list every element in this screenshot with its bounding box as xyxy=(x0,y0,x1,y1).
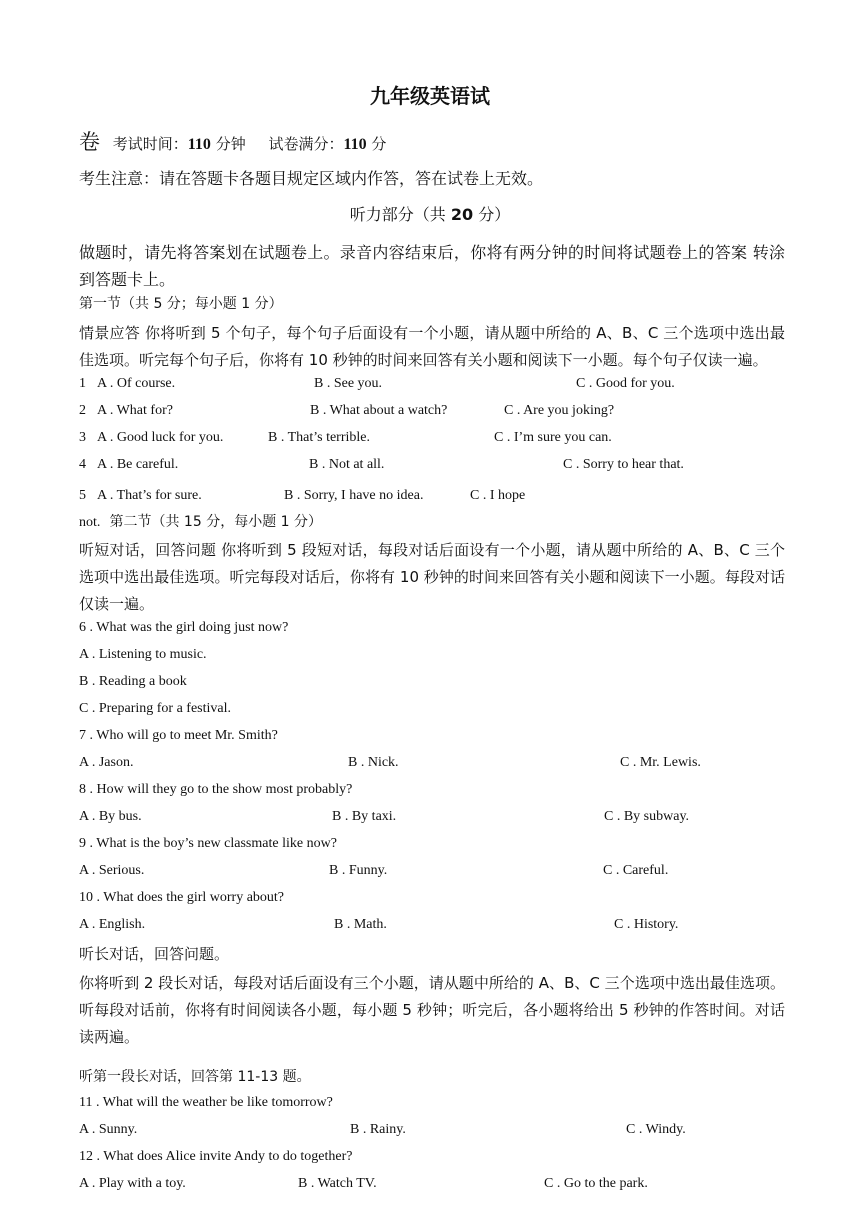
q10-option-b: B . Math. xyxy=(334,917,387,932)
q3-option-b: B . That’s terrible. xyxy=(268,430,370,445)
q2-number: 2 xyxy=(79,403,86,418)
listening-heading-pre: 听力部分（共 xyxy=(349,205,451,224)
q7-option-c: C . Mr. Lewis. xyxy=(620,755,701,770)
q12-option-b: B . Watch TV. xyxy=(298,1176,377,1191)
q3-number: 3 xyxy=(79,430,86,445)
q6-option-c: C . Preparing for a festival. xyxy=(79,701,232,716)
page-title: 九年级英语试 xyxy=(370,84,490,108)
exam-time-unit: 分钟 xyxy=(210,135,246,153)
q9-option-a: A . Serious. xyxy=(79,863,145,878)
listening-heading-post: 分） xyxy=(473,205,511,224)
q12-stem: 12 . What does Alice invite Andy to do together? xyxy=(79,1149,353,1164)
long-dialogue-sub-heading: 听第一段长对话，回答第 11-13 题。 xyxy=(79,1069,311,1085)
q4-option-a: A . Be careful. xyxy=(97,457,179,472)
wrap-line xyxy=(79,511,322,531)
q4-option-b: B . Not at all. xyxy=(309,457,385,472)
exam-time-label: 考试时间： xyxy=(112,135,188,153)
long-dialogue-instructions: 你将听到 2 段长对话，每段对话后面设有三个小题，请从题中所给的 A、B、C 三个选项中选出最佳选项。听每段对话前，你将有时间阅读各小题，每小题 5 秒钟；听完后，各小题将给出 5 秒钟的作答时间。对话读两遍。 xyxy=(79,974,785,1046)
q9-option-c: C . Careful. xyxy=(603,863,669,878)
exam-score-value: 110 xyxy=(343,136,367,153)
q8-stem: 8 . How will they go to the show most probably? xyxy=(79,782,353,797)
intro-paragraph: 做题时，请先将答案划在试题卷上。录音内容结束后，你将有两分钟的时间将试题卷上的答案 转涂到答题卡上。 xyxy=(79,243,785,289)
section1-heading: 第一节（共 5 分；每小题 1 分） xyxy=(79,296,283,312)
q11-option-b: B . Rainy. xyxy=(350,1122,406,1137)
q2-option-a: A . What for? xyxy=(97,403,173,418)
q6-stem: 6 . What was the girl doing just now? xyxy=(79,620,289,635)
q3-option-c: C . I’m sure you can. xyxy=(494,430,612,445)
q3-option-a: A . Good luck for you. xyxy=(97,430,224,445)
q5-option-a: A . That’s for sure. xyxy=(97,488,202,503)
exam-score-unit: 分 xyxy=(366,135,387,153)
exam-info-juan: 卷 xyxy=(79,130,100,154)
exam-info-line xyxy=(79,126,386,156)
q8-option-a: A . By bus. xyxy=(79,809,142,824)
q11-stem: 11 . What will the weather be like tomorrow? xyxy=(79,1095,333,1110)
q11-option-a: A . Sunny. xyxy=(79,1122,138,1137)
section2-instructions: 听短对话，回答问题 你将听到 5 段短对话，每段对话后面设有一个小题，请从题中所给的 A、B、C 三个 选项中选出最佳选项。听完每段对话后，你将有 10 秒钟的时间来回答有关小题和阅读下一小题。每段对话 仅读一遍。 xyxy=(79,541,785,613)
listening-heading-num: 20 xyxy=(450,205,474,224)
q1-number: 1 xyxy=(79,376,86,391)
section1-instructions: 情景应答 你将听到 5 个句子，每个句子后面设有一个小题，请从题中所给的 A、B、C 三个选项中选出最 佳选项。听完每个句子后，你将有 10 秒钟的时间来回答有关小题和阅读下一小题。每个句子仅读一遍。 xyxy=(79,324,785,369)
q1-option-a: A . Of course. xyxy=(97,376,176,391)
q8-option-c: C . By subway. xyxy=(604,809,690,824)
exam-score-label: 试卷满分： xyxy=(268,135,344,153)
exam-time-value: 110 xyxy=(187,136,211,153)
q5-number: 5 xyxy=(79,488,86,503)
q8-option-b: B . By taxi. xyxy=(332,809,397,824)
q5-wrap-text: not. xyxy=(79,515,101,530)
q10-stem: 10 . What does the girl worry about? xyxy=(79,890,285,905)
q9-stem: 9 . What is the boy’s new classmate like now? xyxy=(79,836,337,851)
q12-option-a: A . Play with a toy. xyxy=(79,1176,186,1191)
q7-option-b: B . Nick. xyxy=(348,755,399,770)
q7-option-a: A . Jason. xyxy=(79,755,134,770)
q10-option-c: C . History. xyxy=(614,917,679,932)
q2-option-c: C . Are you joking? xyxy=(504,403,615,418)
q1-option-c: C . Good for you. xyxy=(576,376,675,391)
q6-option-a: A . Listening to music. xyxy=(79,647,207,662)
q4-option-c: C . Sorry to hear that. xyxy=(563,457,684,472)
q6-option-b: B . Reading a book xyxy=(79,674,187,689)
q5-option-c: C . I hope xyxy=(470,488,526,503)
notice: 考生注意：请在答题卡各题目规定区域内作答，答在试卷上无效。 xyxy=(79,169,544,188)
q9-option-b: B . Funny. xyxy=(329,863,388,878)
q10-option-a: A . English. xyxy=(79,917,146,932)
q5-option-b: B . Sorry, I have no idea. xyxy=(284,488,424,503)
q1-option-b: B . See you. xyxy=(314,376,383,391)
section2-heading: 第二节（共 15 分，每小题 1 分） xyxy=(109,514,323,530)
q11-option-c: C . Windy. xyxy=(626,1122,686,1137)
q12-option-c: C . Go to the park. xyxy=(544,1176,648,1191)
q2-option-b: B . What about a watch? xyxy=(310,403,448,418)
q7-stem: 7 . Who will go to meet Mr. Smith? xyxy=(79,728,278,743)
q4-number: 4 xyxy=(79,457,86,472)
listening-heading xyxy=(0,202,860,225)
long-dialogue-heading: 听长对话，回答问题。 xyxy=(79,945,230,963)
